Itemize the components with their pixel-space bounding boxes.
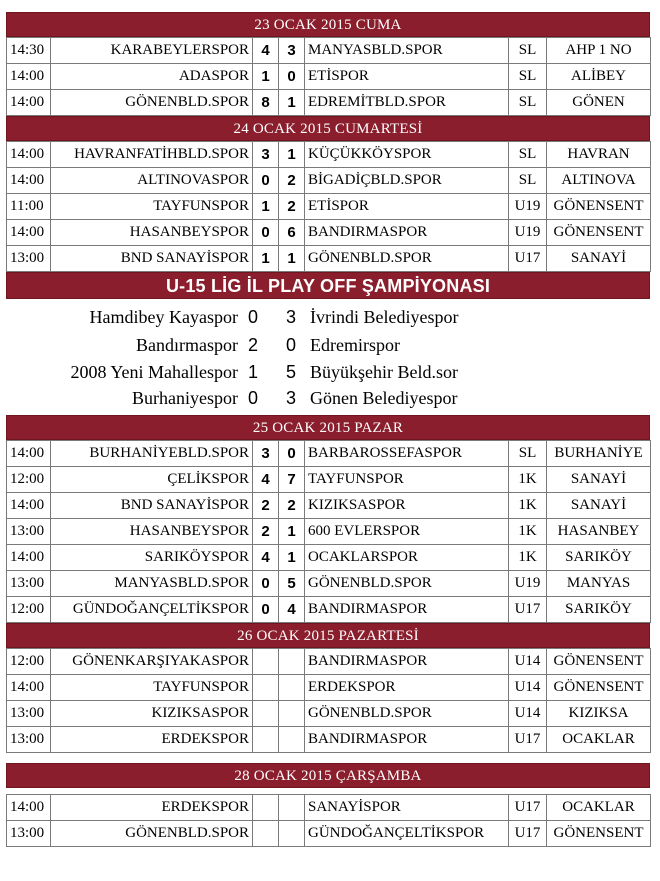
home-score: 4 <box>253 545 279 571</box>
match-row <box>7 441 651 467</box>
away-team: 600 EVLERSPOR <box>305 519 509 545</box>
away-team: ETİSPOR <box>305 64 509 90</box>
league: SL <box>509 441 547 467</box>
venue: GÖNENSENT <box>547 675 651 701</box>
home-team: KIZIKSASPOR <box>51 701 253 727</box>
away-score: 4 <box>279 597 305 623</box>
venue: HASANBEY <box>547 519 651 545</box>
away-team: GÜNDOĞANÇELTİKSPOR <box>305 821 509 847</box>
away-team: GÖNENBLD.SPOR <box>305 246 509 272</box>
match-row <box>7 571 651 597</box>
home-score: 3 <box>253 142 279 168</box>
venue: ALTINOVA <box>547 168 651 194</box>
playoff-home-score: 0 <box>247 388 258 408</box>
match-row <box>7 142 651 168</box>
home-score <box>253 795 279 821</box>
home-score: 0 <box>253 597 279 623</box>
league: U17 <box>509 246 547 272</box>
home-team: TAYFUNSPOR <box>51 194 253 220</box>
match-time: 13:00 <box>7 727 51 753</box>
venue: MANYAS <box>547 571 651 597</box>
venue: SANAYİ <box>547 246 651 272</box>
match-row <box>7 649 651 675</box>
match-row <box>7 467 651 493</box>
away-team: MANYASBLD.SPOR <box>305 38 509 64</box>
playoff-home-score: 2 <box>247 335 258 355</box>
home-team: BURHANİYEBLD.SPOR <box>51 441 253 467</box>
match-time: 14:00 <box>7 64 51 90</box>
away-score: 0 <box>279 64 305 90</box>
league: U14 <box>509 701 547 727</box>
home-team: SARIKÖYSPOR <box>51 545 253 571</box>
away-score: 6 <box>279 220 305 246</box>
match-row <box>7 597 651 623</box>
away-score: 5 <box>279 571 305 597</box>
home-team: HAVRANFATİHBLD.SPOR <box>51 142 253 168</box>
away-team: TAYFUNSPOR <box>305 467 509 493</box>
day-header: 26 OCAK 2015 PAZARTESİ <box>6 623 650 648</box>
home-score <box>253 821 279 847</box>
away-score: 3 <box>279 38 305 64</box>
away-team: BANDIRMASPOR <box>305 727 509 753</box>
home-team: BND SANAYİSPOR <box>51 493 253 519</box>
away-score: 1 <box>279 545 305 571</box>
match-time: 12:00 <box>7 467 51 493</box>
home-score: 4 <box>253 467 279 493</box>
playoff-row <box>6 362 650 388</box>
playoff-home-team: 2008 Yeni Mahallespor <box>70 362 238 382</box>
match-time: 14:00 <box>7 795 51 821</box>
home-score: 1 <box>253 246 279 272</box>
venue: SARIKÖY <box>547 597 651 623</box>
match-time: 14:30 <box>7 38 51 64</box>
playoff-away-score: 5 <box>285 362 296 382</box>
away-team: SANAYİSPOR <box>305 795 509 821</box>
venue: AHP 1 NO <box>547 38 651 64</box>
home-team: HASANBEYSPOR <box>51 220 253 246</box>
day-header: 23 OCAK 2015 CUMA <box>6 12 650 37</box>
league: U17 <box>509 821 547 847</box>
home-team: BND SANAYİSPOR <box>51 246 253 272</box>
playoff-away-score: 3 <box>285 307 296 327</box>
home-score: 0 <box>253 571 279 597</box>
away-score <box>279 727 305 753</box>
home-score: 2 <box>253 493 279 519</box>
playoff-row <box>6 388 650 414</box>
home-team: HASANBEYSPOR <box>51 519 253 545</box>
match-row <box>7 64 651 90</box>
home-score: 4 <box>253 38 279 64</box>
playoff-home-team: Bandırmaspor <box>136 335 238 355</box>
day-header: 24 OCAK 2015 CUMARTESİ <box>6 116 650 141</box>
playoff-header: U-15 LİG İL PLAY OFF ŞAMPİYONASI <box>6 272 650 299</box>
league: U17 <box>509 795 547 821</box>
away-team: KÜÇÜKKÖYSPOR <box>305 142 509 168</box>
playoff-home-team: Hamdibey Kayaspor <box>89 307 238 327</box>
match-table <box>6 37 651 116</box>
away-score: 1 <box>279 246 305 272</box>
away-score <box>279 795 305 821</box>
league: 1K <box>509 519 547 545</box>
match-time: 13:00 <box>7 246 51 272</box>
home-team: ÇELİKSPOR <box>51 467 253 493</box>
match-row <box>7 701 651 727</box>
away-score <box>279 701 305 727</box>
match-table <box>6 794 651 847</box>
match-row <box>7 168 651 194</box>
home-team: MANYASBLD.SPOR <box>51 571 253 597</box>
away-score: 1 <box>279 90 305 116</box>
home-team: GÖNENKARŞIYAKASPOR <box>51 649 253 675</box>
match-row <box>7 38 651 64</box>
away-team: BİGADİÇBLD.SPOR <box>305 168 509 194</box>
away-score: 2 <box>279 194 305 220</box>
venue: OCAKLAR <box>547 727 651 753</box>
league: SL <box>509 142 547 168</box>
away-score: 0 <box>279 441 305 467</box>
away-team: OCAKLARSPOR <box>305 545 509 571</box>
home-team: ADASPOR <box>51 64 253 90</box>
away-score: 2 <box>279 168 305 194</box>
playoff-away-team: Gönen Belediyespor <box>310 388 458 408</box>
home-score: 1 <box>253 64 279 90</box>
away-team: KIZIKSASPOR <box>305 493 509 519</box>
playoff-row <box>6 307 650 333</box>
match-time: 14:00 <box>7 168 51 194</box>
match-row <box>7 194 651 220</box>
home-score: 3 <box>253 441 279 467</box>
venue: ALİBEY <box>547 64 651 90</box>
home-team: GÜNDOĞANÇELTİKSPOR <box>51 597 253 623</box>
match-time: 13:00 <box>7 571 51 597</box>
match-time: 14:00 <box>7 545 51 571</box>
match-row <box>7 727 651 753</box>
league: U14 <box>509 675 547 701</box>
match-time: 12:00 <box>7 597 51 623</box>
home-score <box>253 675 279 701</box>
away-score: 1 <box>279 142 305 168</box>
venue: GÖNENSENT <box>547 821 651 847</box>
spacer <box>6 753 650 763</box>
match-time: 13:00 <box>7 701 51 727</box>
venue: HAVRAN <box>547 142 651 168</box>
playoff-away-score: 3 <box>285 388 296 408</box>
home-score: 0 <box>253 168 279 194</box>
home-team: ERDEKSPOR <box>51 727 253 753</box>
away-score <box>279 675 305 701</box>
home-score: 2 <box>253 519 279 545</box>
league: U19 <box>509 571 547 597</box>
away-team: BANDIRMASPOR <box>305 220 509 246</box>
venue: OCAKLAR <box>547 795 651 821</box>
away-team: BARBAROSSEFASPOR <box>305 441 509 467</box>
away-team: ETİSPOR <box>305 194 509 220</box>
match-time: 14:00 <box>7 142 51 168</box>
home-team: ERDEKSPOR <box>51 795 253 821</box>
league: SL <box>509 90 547 116</box>
playoff-away-score: 0 <box>285 335 296 355</box>
away-score: 1 <box>279 519 305 545</box>
match-table <box>6 440 651 623</box>
home-team: TAYFUNSPOR <box>51 675 253 701</box>
match-time: 14:00 <box>7 441 51 467</box>
home-score: 8 <box>253 90 279 116</box>
venue: SANAYİ <box>547 493 651 519</box>
match-time: 14:00 <box>7 90 51 116</box>
home-score <box>253 727 279 753</box>
playoff-away-team: Edremirspor <box>310 335 400 355</box>
venue: GÖNENSENT <box>547 649 651 675</box>
match-row <box>7 795 651 821</box>
match-time: 12:00 <box>7 649 51 675</box>
league: SL <box>509 64 547 90</box>
home-score <box>253 701 279 727</box>
league: U19 <box>509 194 547 220</box>
match-row <box>7 675 651 701</box>
away-team: EDREMİTBLD.SPOR <box>305 90 509 116</box>
league: 1K <box>509 545 547 571</box>
venue: SANAYİ <box>547 467 651 493</box>
match-row <box>7 220 651 246</box>
away-team: BANDIRMASPOR <box>305 649 509 675</box>
match-time: 13:00 <box>7 519 51 545</box>
league: 1K <box>509 493 547 519</box>
match-row <box>7 90 651 116</box>
day-header: 25 OCAK 2015 PAZAR <box>6 415 650 440</box>
home-team: GÖNENBLD.SPOR <box>51 90 253 116</box>
home-team: KARABEYLERSPOR <box>51 38 253 64</box>
fixture-sheet <box>6 12 650 847</box>
match-table <box>6 648 651 753</box>
away-team: GÖNENBLD.SPOR <box>305 571 509 597</box>
match-row <box>7 246 651 272</box>
playoff-row <box>6 335 650 361</box>
playoff-home-team: Burhaniyespor <box>132 388 238 408</box>
away-score: 7 <box>279 467 305 493</box>
match-row <box>7 493 651 519</box>
home-score: 1 <box>253 194 279 220</box>
day-header: 28 OCAK 2015 ÇARŞAMBA <box>6 763 650 788</box>
playoff-away-team: İvrindi Belediyespor <box>310 307 459 327</box>
match-row <box>7 519 651 545</box>
playoff-results <box>6 299 650 415</box>
away-score: 2 <box>279 493 305 519</box>
venue: GÖNENSENT <box>547 194 651 220</box>
home-team: ALTINOVASPOR <box>51 168 253 194</box>
playoff-away-team: Büyükşehir Beld.sor <box>310 362 458 382</box>
venue: BURHANİYE <box>547 441 651 467</box>
league: SL <box>509 168 547 194</box>
match-table <box>6 141 651 272</box>
away-team: GÖNENBLD.SPOR <box>305 701 509 727</box>
league: U17 <box>509 597 547 623</box>
league: U17 <box>509 727 547 753</box>
home-team: GÖNENBLD.SPOR <box>51 821 253 847</box>
league: SL <box>509 38 547 64</box>
away-score <box>279 821 305 847</box>
match-row <box>7 545 651 571</box>
match-time: 14:00 <box>7 675 51 701</box>
match-time: 14:00 <box>7 493 51 519</box>
away-score <box>279 649 305 675</box>
playoff-home-score: 0 <box>247 307 258 327</box>
venue: GÖNEN <box>547 90 651 116</box>
league: 1K <box>509 467 547 493</box>
venue: KIZIKSA <box>547 701 651 727</box>
away-team: BANDIRMASPOR <box>305 597 509 623</box>
playoff-home-score: 1 <box>247 362 258 382</box>
match-time: 11:00 <box>7 194 51 220</box>
home-score <box>253 649 279 675</box>
match-time: 13:00 <box>7 821 51 847</box>
away-team: ERDEKSPOR <box>305 675 509 701</box>
league: U19 <box>509 220 547 246</box>
league: U14 <box>509 649 547 675</box>
home-score: 0 <box>253 220 279 246</box>
match-row <box>7 821 651 847</box>
match-time: 14:00 <box>7 220 51 246</box>
venue: GÖNENSENT <box>547 220 651 246</box>
venue: SARIKÖY <box>547 545 651 571</box>
